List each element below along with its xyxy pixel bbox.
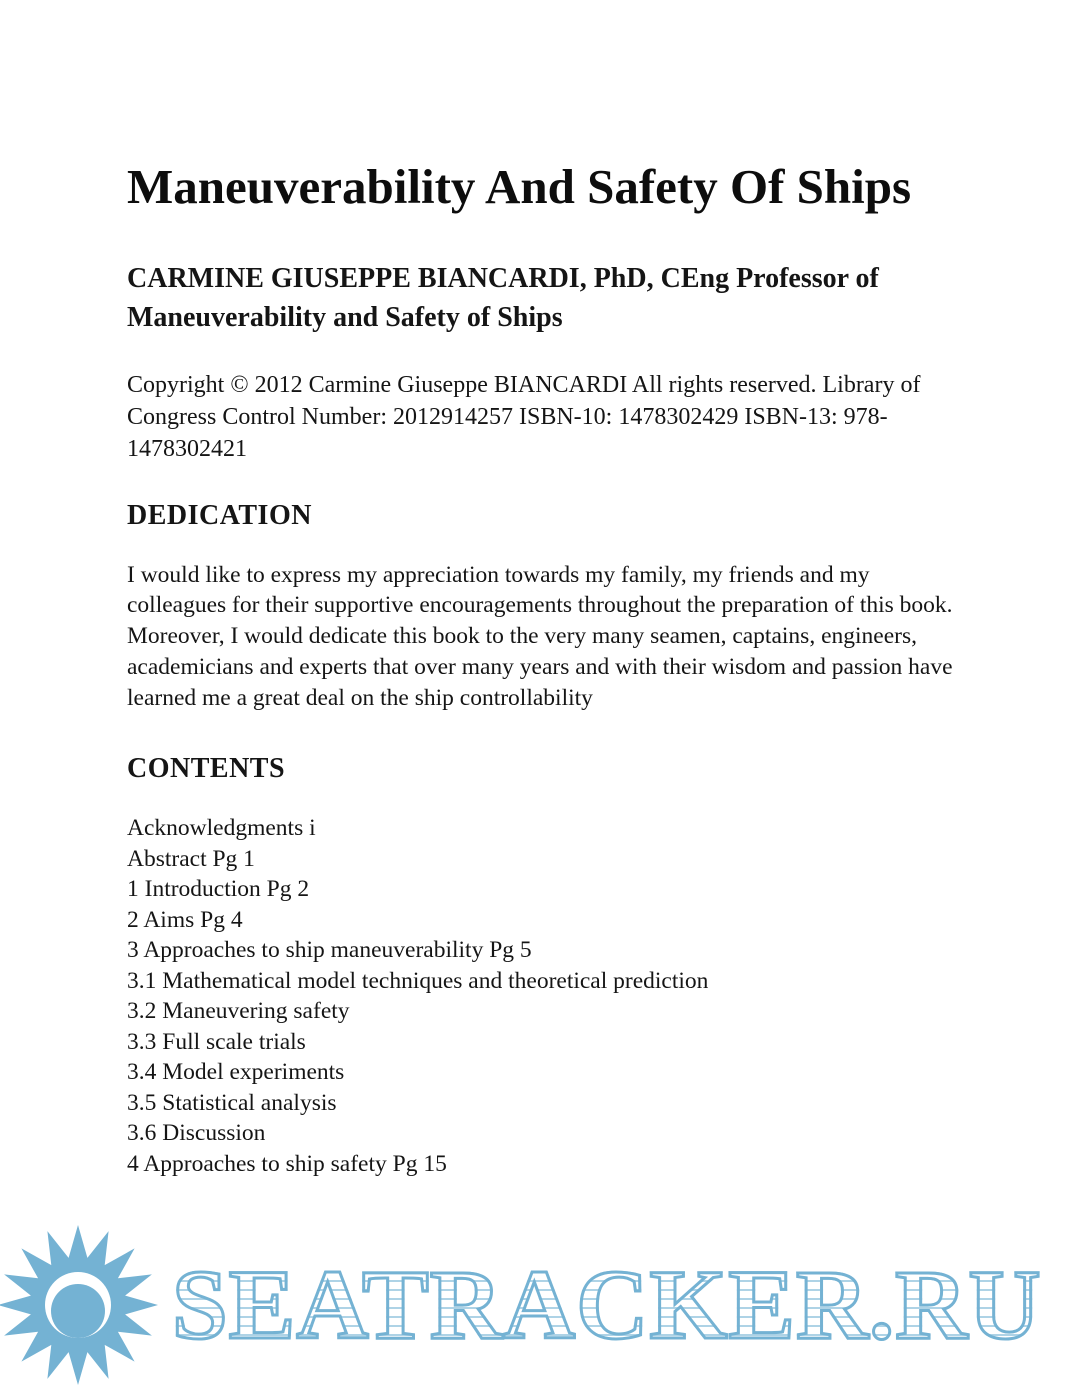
sun-icon [0, 1217, 166, 1393]
toc-item: 3.2 Maneuvering safety [127, 998, 350, 1025]
toc-item: 3 Approaches to ship maneuverability Pg 5 [127, 937, 532, 964]
copyright-block: Copyright © 2012 Carmine Giuseppe BIANCARDI All rights reserved. Library of Congress Control Number: 2012914257 ISBN-10: 1478302429 ISBN-13: 978-1478302421 [127, 372, 921, 463]
toc-item: 3.5 Statistical analysis [127, 1089, 337, 1116]
toc-item: 3.3 Full scale trials [127, 1028, 306, 1055]
watermark [0, 1217, 1080, 1393]
author-line: CARMINE GIUSEPPE BIANCARDI, PhD, CEng Professor of Maneuverability and Safety of Ships [127, 262, 879, 333]
dedication-text: I would like to express my appreciation towards my family, my friends and my colleagues for their supportive encouragements throughout the preparation of this book. Moreover, I would dedicate this book to the very many seamen, captains, engineers, academicians and experts that over many years and with their wisdom and passion have learned me a great deal on the ship controllability [127, 561, 953, 711]
dedication-heading: DEDICATION [127, 499, 312, 531]
toc-item: 2 Aims Pg 4 [127, 906, 243, 933]
toc-item: Acknowledgments i [127, 815, 316, 842]
toc-item: 3.1 Mathematical model techniques and theoretical prediction [127, 967, 709, 994]
table-of-contents [127, 813, 960, 1179]
toc-item: 4 Approaches to ship safety Pg 15 [127, 1150, 447, 1177]
page-content [127, 155, 960, 1179]
toc-item: 3.4 Model experiments [127, 1059, 345, 1086]
toc-item: 1 Introduction Pg 2 [127, 876, 310, 903]
watermark-text: SEATRACKER.RU [172, 1249, 1042, 1360]
contents-heading: CONTENTS [127, 753, 286, 785]
book-title: Maneuverability And Safety Of Ships [127, 159, 912, 214]
toc-item: Abstract Pg 1 [127, 845, 255, 872]
toc-item: 3.6 Discussion [127, 1120, 266, 1147]
